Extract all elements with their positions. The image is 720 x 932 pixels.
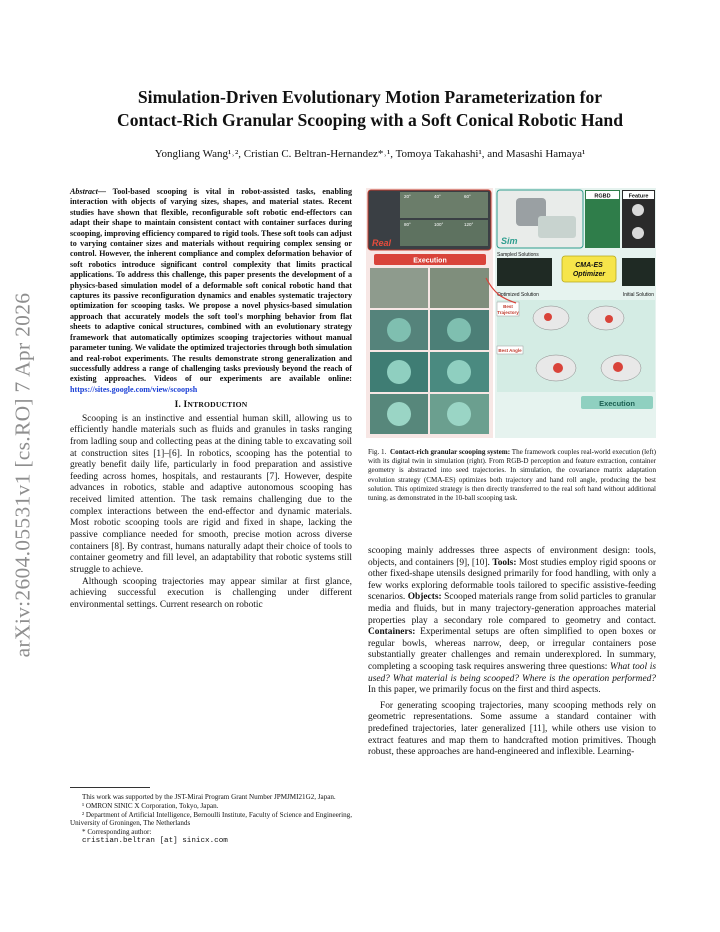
abstract-label: Abstract xyxy=(70,187,98,196)
angle-label-4: 80° xyxy=(404,222,411,227)
sampled-solutions-plot xyxy=(497,258,552,286)
initial-solution-label: Initial Solution xyxy=(622,292,654,298)
rgbd-label: RGBD xyxy=(594,193,611,200)
caption-bold: Contact-rich granular scooping system: xyxy=(390,448,511,456)
footnote-rule xyxy=(70,787,150,788)
optimized-solution-label: Optimized Solution xyxy=(497,292,539,298)
optimizer-label-line-2: Optimizer xyxy=(572,271,606,278)
optimizer-label-line-1: CMA-ES xyxy=(575,262,603,269)
caption-text: The framework couples real-world execution (left) with its digital twin in simulation (right). From RGB-D perception and feature extraction, container geometry is abstracted into seed trajectories. In simulation, the covariance matrix adaptation evolution strategy (CMA-ES) optimizes both trajectory and hand roll angle, producing the best solution. This optimized strategy is then directly transferred to the real soft hand without additional tuning, as demonstrated in the 10-ball scooping task. xyxy=(368,448,656,503)
title-line-1: Simulation-Driven Evolutionary Motion Parameterization for xyxy=(137,87,603,107)
angle-grid-bottom xyxy=(400,220,488,246)
arxiv-watermark xyxy=(6,240,40,710)
label-objects: Objects: xyxy=(407,592,442,603)
figure-1 xyxy=(366,188,656,438)
caption-label: Fig. 1. xyxy=(368,448,387,456)
best-angle-label: Best Angle xyxy=(498,348,522,353)
intro-paragraph-2: Although scooping trajectories may appear similar at first glance, achieving successful execution is challenging under different environmental settings. Current research on robotic xyxy=(70,576,352,611)
title-line-2: Contact-Rich Granular Scooping with a Soft Conical Robotic Hand xyxy=(116,110,624,130)
label-tools: Tools: xyxy=(492,557,517,568)
feature-label: Feature xyxy=(628,193,649,200)
real-label: Real xyxy=(372,238,392,248)
research-questions: What tool is used? What material is being scooped? Where is the operation performed? xyxy=(368,661,656,684)
intro-paragraph-1: Scooping is an instinctive and essential human skill, allowing us to efficiently handle materials such as fluids and granules in tasks ranging from ladling soup and collecting peas at the dining table to excavating soil at construction sites [1]–[6]. In robotics, scooping has the potential to greatly benefit daily life, particularly in food preparation and assistive feeding across homes, hospitals, and restaurants [7]. However, despite advances in robotics, stable and adaptive autonomous scooping has received limited attention. The task remains challenging due to the complex interactions between the end-effector and dynamic materials. Most robotic scooping tools are rigid and fixed in shape, lacking the passive compliance needed for smooth, precise motion across diverse containers [8]. By contrast, humans naturally adapt their choice of tools to container geometry and fill level, an adaptability that robotic systems still struggle to achieve. xyxy=(70,413,352,576)
cma-es-optimizer-box xyxy=(562,256,616,282)
best-trajectory-line-1: Best xyxy=(503,304,513,309)
footnotes xyxy=(70,793,352,846)
project-link[interactable]: https://sites.google.com/view/scoopsh xyxy=(70,384,198,394)
abstract-text: — Tool-based scooping is vital in robot-assisted tasks, enabling interaction with objects of varying sizes, shapes, and material states. Recent studies have shown that flexible, reconfigurable soft robotic end-effectors can adapt their shape to maintain consistent contact with container surfaces during scooping, improving efficiency compared to rigid tools. These soft tools can adjust to varying container sizes and materials without requiring complex sensing or control. However, the inherent compliance and complex deformation behavior of soft robotics introduce significant control complexity that limits practical applications. To address this challenge, this paper presents the development of a physics-based simulation model of a deformable soft conical robotic hand that captures its passive reconfiguration dynamics and enables systematic trajectory optimization for scooping tasks. We propose a novel physics-based simulation approach that accurately models the soft tool's morphing behavior from flat sheets to adaptive conical structures, combined with an evolutionary strategy framework that automatically optimizes scooping trajectories without manual parameter tuning. We validate the optimized trajectories through both simulation and real-robot experiments. The results demonstrate strong generalization and successfully address a range of challenging tasks previously beyond the reach of existing approaches. Videos of our experiments are available online: xyxy=(70,187,352,384)
angle-label-5: 100° xyxy=(434,222,444,227)
author-list: Yongliang Wang¹˒², Cristian C. Beltran-Hernandez*˒¹, Tomoya Takahashi¹, and Masashi Hamaya¹ xyxy=(154,148,586,160)
abstract xyxy=(70,187,352,612)
best-trajectory-line-2: Trajectory xyxy=(497,310,519,315)
footnote-affiliation-1: ¹ OMRON SINIC X Corporation, Tokyo, Japan. xyxy=(82,801,219,810)
angle-label-1: 20° xyxy=(404,194,411,199)
arxiv-id: arXiv:2604.05531v1 [cs.RO] 7 Apr 2026 xyxy=(10,292,35,658)
execution-right-label: Execution xyxy=(599,399,635,408)
footnote-grant: This work was supported by the JST-Mirai Program Grant Number JPMJMI21G2, Japan. xyxy=(82,793,336,801)
initial-solution-plot xyxy=(622,258,655,286)
sim-label: Sim xyxy=(501,236,518,246)
figure-caption xyxy=(368,448,656,503)
footnote-affiliation-2: ² Department of Artificial Intelligence, Bernoulli Institute, Faculty of Science and Engineering, University of Groningen, The Netherlands xyxy=(70,810,352,828)
right-paragraph-1: scooping mainly addresses three aspects of environment design: tools, objects, and containers [9], [10]. Tools: Most studies employ rigid spoons or other fixed-shape utensils designed primarily for food handling, with only a few works exploring deformable tools tailored to specific assistive-feeding scenarios. Objects: Scooped materials range from solid particles to granular media and fluids, but in many trajectory-generation approaches material properties play a secondary role compared to geometry and contact. Containers: Experimental setups are often simplified to open boxes or regular bowls, whereas narrow, deep, or irregular containers pose substantially greater challenges and remain underexplored. In summary, completing a scooping task requires answering three questions: What tool is used? What material is being scooped? Where is the operation performed? In this paper, we primarily focus on the first and third aspects. xyxy=(368,546,656,696)
angle-label-2: 40° xyxy=(434,194,441,199)
footnote-corresponding: * Corresponding author: xyxy=(82,828,152,837)
section-heading-introduction: I. INTRODUCTION xyxy=(174,400,248,411)
execution-left-label: Execution xyxy=(413,257,447,265)
footnote-email: cristian.beltran [at] sinicx.com xyxy=(82,836,228,845)
right-column-body xyxy=(368,546,656,759)
angle-label-6: 120° xyxy=(464,222,474,227)
angle-label-3: 60° xyxy=(464,194,471,199)
label-containers: Containers: xyxy=(368,627,416,638)
paper-title xyxy=(60,86,680,132)
right-paragraph-2: For generating scooping trajectories, many scooping methods rely on geometric representations. Some assume a standard container with predefined trajectories, later generalized [11], while others use vision to extract features and map them to handcrafted motion primitives. Though robust, these approaches are hand-engineered and inflexible. Learning- xyxy=(368,700,656,758)
figure-illustration xyxy=(366,188,656,438)
sampled-solutions-label: Sampled Solutions xyxy=(497,252,539,258)
angle-grid-top xyxy=(400,192,488,218)
